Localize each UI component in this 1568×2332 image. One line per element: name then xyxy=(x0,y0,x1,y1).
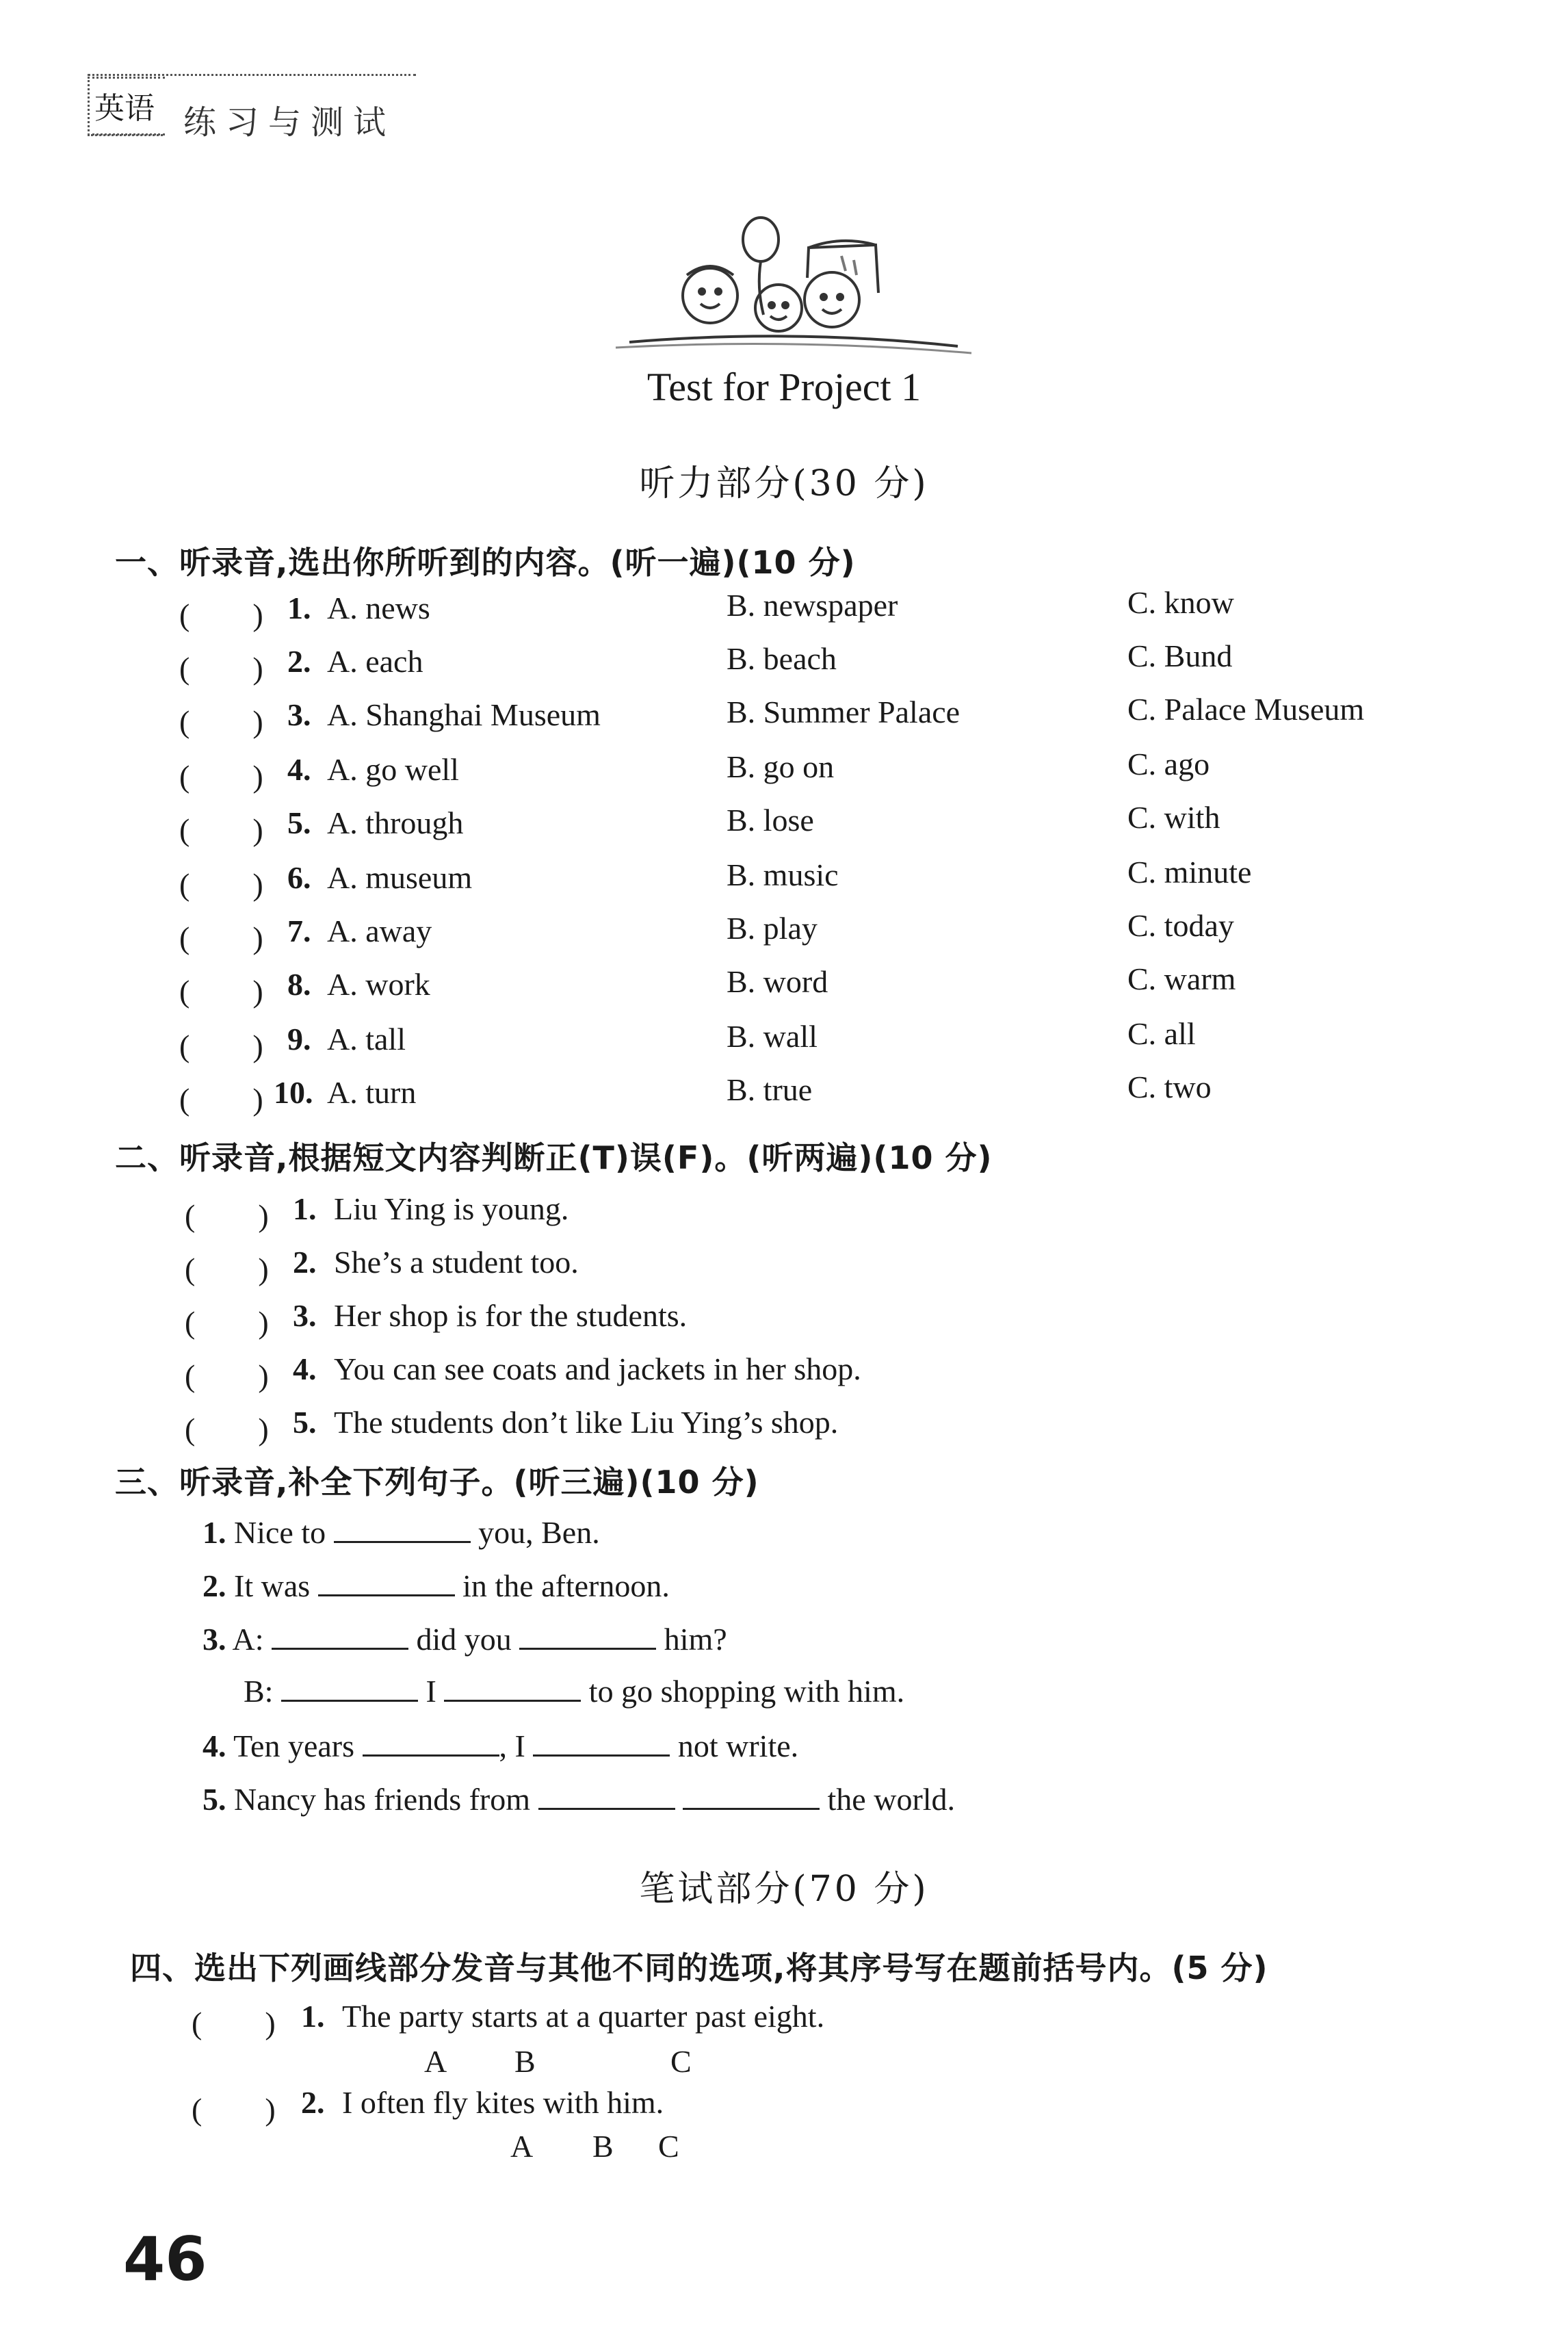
answer-paren[interactable]: ( ) xyxy=(179,597,263,632)
item-number: 3. xyxy=(287,697,311,732)
item-number: 1. xyxy=(202,1515,226,1550)
text: not write. xyxy=(677,1728,799,1763)
item-number: 2. xyxy=(202,1568,226,1603)
item-number: 5. xyxy=(202,1782,226,1817)
question-sentence: I often fly kites with him. xyxy=(342,2085,664,2120)
answer-paren[interactable]: ( ) xyxy=(179,1082,263,1117)
answer-paren[interactable]: ( ) xyxy=(185,1198,269,1233)
option-b: B. newspaper xyxy=(727,588,898,623)
sentence-4 xyxy=(202,1727,798,1764)
answer-paren[interactable]: ( ) xyxy=(192,2006,276,2041)
option-c: C. minute xyxy=(1127,855,1252,890)
item-number: 1. xyxy=(301,1999,325,2034)
answer-paren[interactable]: ( ) xyxy=(179,920,263,955)
option-b: B. word xyxy=(727,964,828,999)
question-sentence: The party starts at a quarter past eight. xyxy=(342,1999,825,2034)
item-number: 2. xyxy=(293,1245,317,1280)
statement: You can see coats and jackets in her shop. xyxy=(334,1351,861,1386)
option-label-a: A xyxy=(510,2129,534,2164)
item-number: 9. xyxy=(287,1022,311,1057)
blank-input[interactable] xyxy=(538,1780,675,1810)
text: did you xyxy=(416,1622,512,1657)
speaker-label: B: xyxy=(244,1674,274,1709)
option-a: A. work xyxy=(327,967,430,1002)
statement: She’s a student too. xyxy=(334,1245,579,1280)
answer-paren[interactable]: ( ) xyxy=(185,1358,269,1393)
option-label-a: A xyxy=(424,2044,447,2079)
answer-paren[interactable]: ( ) xyxy=(179,1028,263,1063)
item-number: 3. xyxy=(202,1622,226,1657)
option-a: A. news xyxy=(327,591,430,625)
header-book-title: 练习与测试 xyxy=(183,103,396,142)
option-b: B. play xyxy=(727,911,818,946)
item-number: 1. xyxy=(293,1191,317,1226)
option-b: B. wall xyxy=(727,1019,818,1054)
item-number: 6. xyxy=(287,860,311,895)
answer-paren[interactable]: ( ) xyxy=(179,974,263,1009)
part1-heading: 一、听录音,选出你所听到的内容。(听一遍)(10 分) xyxy=(115,544,856,581)
option-label-c: C xyxy=(670,2044,692,2079)
option-b: B. true xyxy=(727,1072,813,1107)
blank-input[interactable] xyxy=(272,1620,408,1650)
answer-paren[interactable]: ( ) xyxy=(185,1252,269,1286)
blank-input[interactable] xyxy=(683,1780,820,1810)
option-label-b: B xyxy=(592,2129,614,2164)
option-a: A. each xyxy=(327,644,423,679)
text: the world. xyxy=(827,1782,956,1817)
option-b: B. beach xyxy=(727,641,837,676)
item-number: 8. xyxy=(287,967,311,1002)
text: him? xyxy=(664,1622,727,1657)
kids-illustration xyxy=(602,212,985,370)
option-c: C. today xyxy=(1127,908,1234,943)
text: It was xyxy=(234,1568,311,1603)
part4-heading: 四、选出下列画线部分发音与其他不同的选项,将其序号写在题前括号内。(5 分) xyxy=(130,1949,1268,1986)
answer-paren[interactable]: ( ) xyxy=(179,759,263,794)
blank-input[interactable] xyxy=(363,1727,499,1757)
test-title: Test for Project 1 xyxy=(646,365,922,409)
header-dotted-underline xyxy=(88,134,163,136)
page-number: 46 xyxy=(123,2224,207,2294)
option-a: A. museum xyxy=(327,860,473,895)
answer-paren[interactable]: ( ) xyxy=(179,651,263,686)
item-number: 5. xyxy=(293,1405,317,1440)
part2-heading: 二、听录音,根据短文内容判断正(T)误(F)。(听两遍)(10 分) xyxy=(115,1139,993,1176)
item-number: 2. xyxy=(287,644,311,679)
sentence-1 xyxy=(202,1514,600,1551)
answer-paren[interactable]: ( ) xyxy=(185,1305,269,1340)
statement: Her shop is for the students. xyxy=(334,1298,688,1333)
option-c: C. Bund xyxy=(1127,638,1233,673)
answer-paren[interactable]: ( ) xyxy=(179,867,263,902)
option-a: A. away xyxy=(327,914,432,948)
item-number: 2. xyxy=(301,2085,325,2120)
blank-input[interactable] xyxy=(444,1672,581,1702)
text: I xyxy=(426,1674,436,1709)
item-number: 1. xyxy=(287,591,311,625)
item-number: 5. xyxy=(287,805,311,840)
option-a: A. Shanghai Museum xyxy=(327,697,601,732)
blank-input[interactable] xyxy=(519,1620,656,1650)
blank-input[interactable] xyxy=(318,1567,455,1596)
statement: Liu Ying is young. xyxy=(334,1191,569,1226)
text: Ten years xyxy=(233,1728,355,1763)
answer-paren[interactable]: ( ) xyxy=(185,1412,269,1447)
item-number: 7. xyxy=(287,914,311,948)
option-a: A. go well xyxy=(327,752,459,787)
item-number: 3. xyxy=(293,1298,317,1333)
option-a: A. tall xyxy=(327,1022,406,1057)
option-c: C. two xyxy=(1127,1070,1212,1104)
answer-paren[interactable]: ( ) xyxy=(179,812,263,847)
option-c: C. know xyxy=(1127,585,1234,620)
answer-paren[interactable]: ( ) xyxy=(192,2092,276,2127)
option-c: C. with xyxy=(1127,800,1220,835)
answer-paren[interactable]: ( ) xyxy=(179,704,263,739)
option-c: C. warm xyxy=(1127,961,1236,996)
sentence-3a xyxy=(202,1620,727,1657)
sentence-3b xyxy=(244,1672,904,1709)
sentence-2 xyxy=(202,1567,670,1604)
statement: The students don’t like Liu Ying’s shop. xyxy=(334,1405,839,1440)
option-c: C. all xyxy=(1127,1016,1196,1051)
text: to go shopping with him. xyxy=(588,1674,905,1709)
option-b: B. go on xyxy=(727,749,835,784)
option-b: B. lose xyxy=(727,803,814,838)
text: in the afternoon. xyxy=(462,1568,670,1603)
speaker-label: A: xyxy=(232,1622,264,1657)
listening-section-title: 听力部分(30 分) xyxy=(639,463,929,504)
option-a: A. through xyxy=(327,805,464,840)
option-a: A. turn xyxy=(327,1075,417,1110)
item-number: 4. xyxy=(202,1728,226,1763)
header-dotted-line xyxy=(88,74,416,76)
item-number: 10. xyxy=(274,1075,313,1110)
option-label-b: B xyxy=(514,2044,536,2079)
part3-heading: 三、听录音,补全下列句子。(听三遍)(10 分) xyxy=(115,1464,759,1501)
blank-input[interactable] xyxy=(281,1672,418,1702)
text: Nancy has friends from xyxy=(234,1782,531,1817)
text: , I xyxy=(499,1728,525,1763)
option-b: B. Summer Palace xyxy=(727,695,961,729)
text: you, Ben. xyxy=(478,1515,600,1550)
item-number: 4. xyxy=(293,1351,317,1386)
option-c: C. ago xyxy=(1127,747,1210,781)
writing-section-title: 笔试部分(70 分) xyxy=(639,1869,929,1910)
item-number: 4. xyxy=(287,752,311,787)
blank-input[interactable] xyxy=(533,1727,670,1757)
option-c: C. Palace Museum xyxy=(1127,692,1365,727)
blank-input[interactable] xyxy=(334,1514,471,1543)
option-b: B. music xyxy=(727,857,839,892)
header-subject: 英语 xyxy=(94,91,155,126)
sentence-5 xyxy=(202,1780,955,1817)
option-label-c: C xyxy=(658,2129,679,2164)
text: Nice to xyxy=(234,1515,326,1550)
